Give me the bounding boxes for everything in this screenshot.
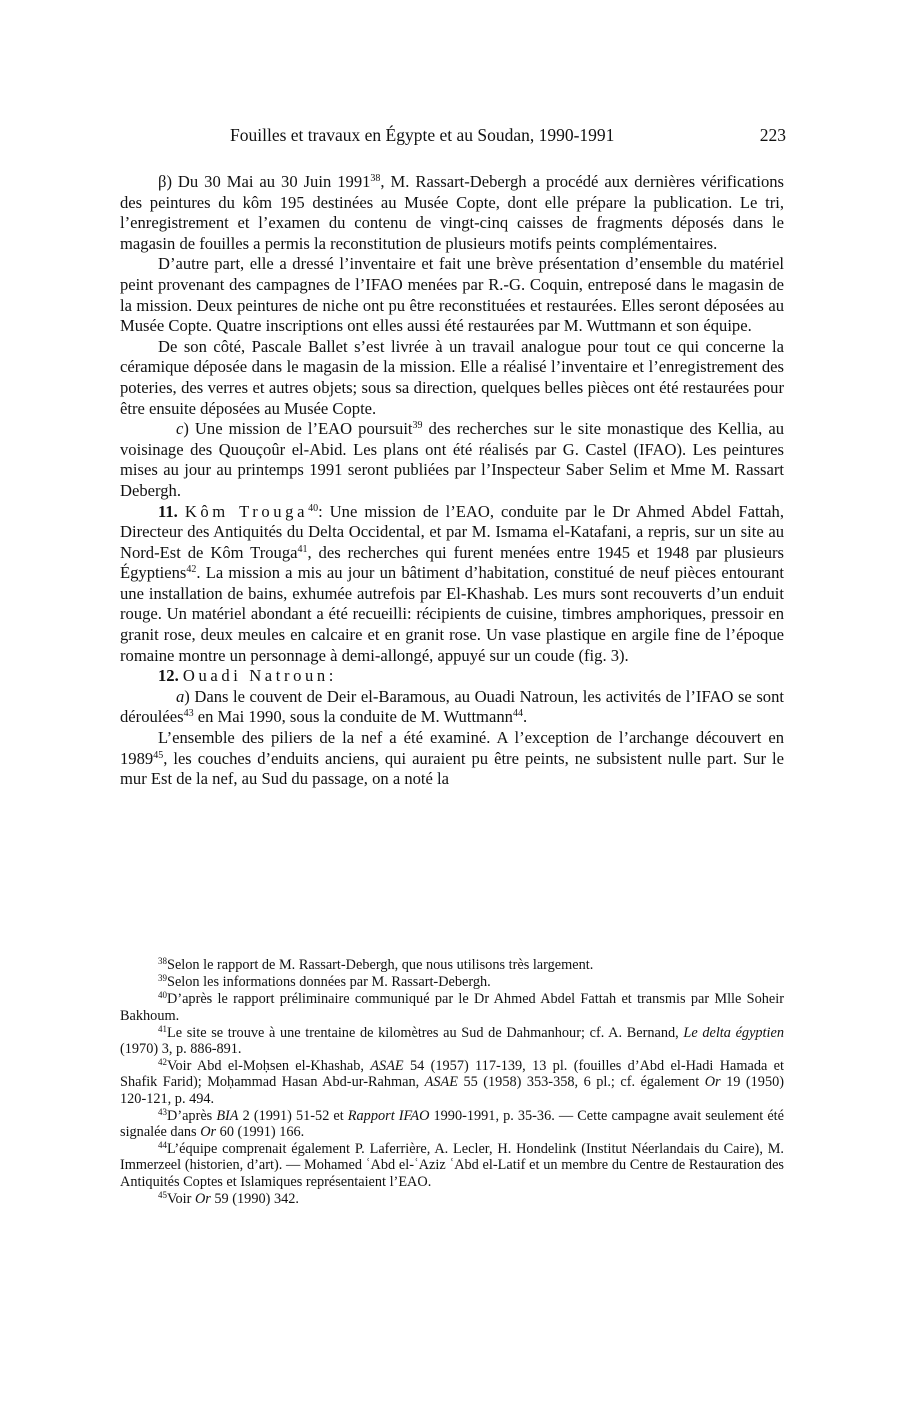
- running-head-title: Fouilles et travaux en Égypte et au Soudan, 1990-1991: [230, 125, 615, 145]
- paragraph-piliers: L’ensemble des piliers de la nef a été examiné. A l’exception de l’archange découvert en 1989$^{45}$, les couches d’enduits anciens, qui auraient pu être peints, ne subsistent nulle part. Sur le mur Est de la nef, au Sud du passage, on a noté la: [120, 728, 784, 789]
- footnote-ref-41: 41: [297, 543, 308, 555]
- paragraph-deir-el-baramous: a) Dans le couvent de Deir el-Baramous, au Ouadi Natroun, les activités de l’IFAO se sont déroulées$^{43}$ en Mai 1990, sous la conduite de M. Wuttmann$^{44}$.: [120, 686, 784, 727]
- paragraph-inventory: D’autre part, elle a dressé l’inventaire et fait une brève présentation d’ensemble du matériel peint provenant des campagnes de l’IFAO menées par R.-G. Coquin, entreposé dans le magasin de la mission. Deux peintures de niche ont pu être reconstituées et restaurées. Elles seront déposées au Musée Copte. Quatre inscriptions ont elles aussi été restaurées par M. Wuttmann et son équipe.: [120, 254, 784, 336]
- footnote-43: $^{43}$D’après BIA 2 (1991) 51-52 et Rapport IFAO 1990-1991, p. 35-36. — Cette campagne avait seulement été signalée dans Or 60 (1991) 166.: [120, 1106, 784, 1141]
- footnote-ref-43: 43: [183, 708, 194, 720]
- footnote-39: $^{39}$Selon les informations données par M. Rassart-Debergh.: [158, 973, 491, 991]
- section-number-11: 11.: [158, 501, 178, 521]
- running-head: [230, 124, 786, 146]
- body-text: [120, 172, 784, 790]
- paragraph-ouadi-natroun-heading: 12. Ouadi Natroun:: [158, 666, 334, 686]
- footnote-ref-39: 39: [412, 420, 423, 432]
- paragraph-beta: β) Du 30 Mai au 30 Juin 1991$^{38}$, M. Rassart-Debergh a procédé aux dernières vérifications des peintures du kôm 195 destinées au Musée Copte, dont elle prépare la publication. Le tri, l’enregistrement et l’examen du contenu de vingt-cinq caisses de fragments déposés dans le magasin de fouilles a permis la reconstitution de plusieurs motifs peints complémentaires.: [120, 172, 784, 253]
- paragraph-ceramics: De son côté, Pascale Ballet s’est livrée à un travail analogue pour tout ce qui concerne la céramique déposée dans le magasin de la mission. Elle a réalisé l’inventaire et l’enregistrement des poteries, des verres et autres objets; sous sa direction, quelques belles pièces ont été restaurées pour être ensuite déposées au Musée Copte.: [120, 336, 784, 418]
- paragraph-kellia: c) Une mission de l’EAO poursuit$^{39}$ des recherches sur le site monastique des Kellia, au voisinage des Quouçoûr el-Abid. Les plans ont été réalisés par G. Castel (IFAO). Les peintures mises au jour au printemps 1991 seront publiées par l’Inspecteur Saber Selim et Mme M. Rassart Debergh.: [120, 419, 784, 500]
- footnote-45: $^{45}$Voir Or 59 (1990) 342.: [158, 1189, 299, 1207]
- footnote-41: $^{41}$Le site se trouve à une trentaine de kilomètres au Sud de Dahmanhour; cf. A. Bernand, Le delta égyptien (1970) 3, p. 886-891.: [120, 1023, 784, 1058]
- footnote-38: $^{38}$Selon le rapport de M. Rassart-Debergh, que nous utilisons très largement.: [158, 956, 594, 973]
- footnote-ref-38: 38: [370, 173, 381, 184]
- footnote-ref-40: 40: [308, 502, 319, 514]
- footnote-44: $^{44}$L’équipe comprenait également P. Laferrière, A. Lecler, H. Hondelink (Institut Néerlandais du Caire), M. Immerzeel (historien, d’art). — Mohamed ʿAbd el-ʿAziz ʿAbd el-Latif et un membre du Centre de Restauration des Antiquités Coptes et Islamiques représentaient l’EAO.: [120, 1140, 784, 1190]
- page-number: 223: [759, 125, 786, 145]
- footnote-40: $^{40}$D’après le rapport préliminaire communiqué par le Dr Ahmed Abdel Fattah et transmis par Mlle Soheir Bakhoum.: [120, 990, 784, 1024]
- paragraph-kom-trouga: 11. Kôm Trouga$^{40}$: Une mission de l’EAO, conduite par le Dr Ahmed Abdel Fattah, Directeur des Antiquités du Delta Occidental, et par M. Ismama el-Katafani, a repris, sur un site au Nord-Est de Kôm Trouga$^{41}$, des recherches qui furent menées entre 1945 et 1948 par plusieurs Égyptiens$^{42}$. La mission a mis au jour un bâtiment d’habitation, constitué de neuf pièces entourant une installation de bains, exhumée autrefois par El-Khashab. Les murs sont recouverts d’un enduit rouge. Un matériel abondant a été recueilli: récipients de cuisine, timbres amphoriques, pressoir en granit rose, deux meules en calcaire et en granit rose. Un vase plastique en argile fine de l’époque romaine montre un personnage à demi-allongé, appuyé sur un coude (fig. 3).: [120, 501, 784, 665]
- footnote-42: $^{42}$Voir Abd el-Moḥsen el-Khashab, ASAE 54 (1957) 117-139, 13 pl. (fouilles d’Abd el-Hadi Hamada et Shafik Farid); Moḥammad Hasan Abd-ur-Rahman, ASAE 55 (1958) 353-358, 6 pl.; cf. également Or 19 (1950) 120-121, p. 494.: [120, 1057, 784, 1107]
- footnotes: [120, 957, 784, 1208]
- footnote-ref-42: 42: [186, 564, 197, 576]
- footnote-ref-45: 45: [153, 749, 164, 761]
- section-title-ouadi-natroun: Ouadi Natroun: [182, 666, 329, 686]
- section-title-kom-trouga: Kôm Trouga: [184, 501, 309, 521]
- footnote-ref-44: 44: [512, 708, 523, 720]
- section-number-12: 12.: [158, 666, 179, 686]
